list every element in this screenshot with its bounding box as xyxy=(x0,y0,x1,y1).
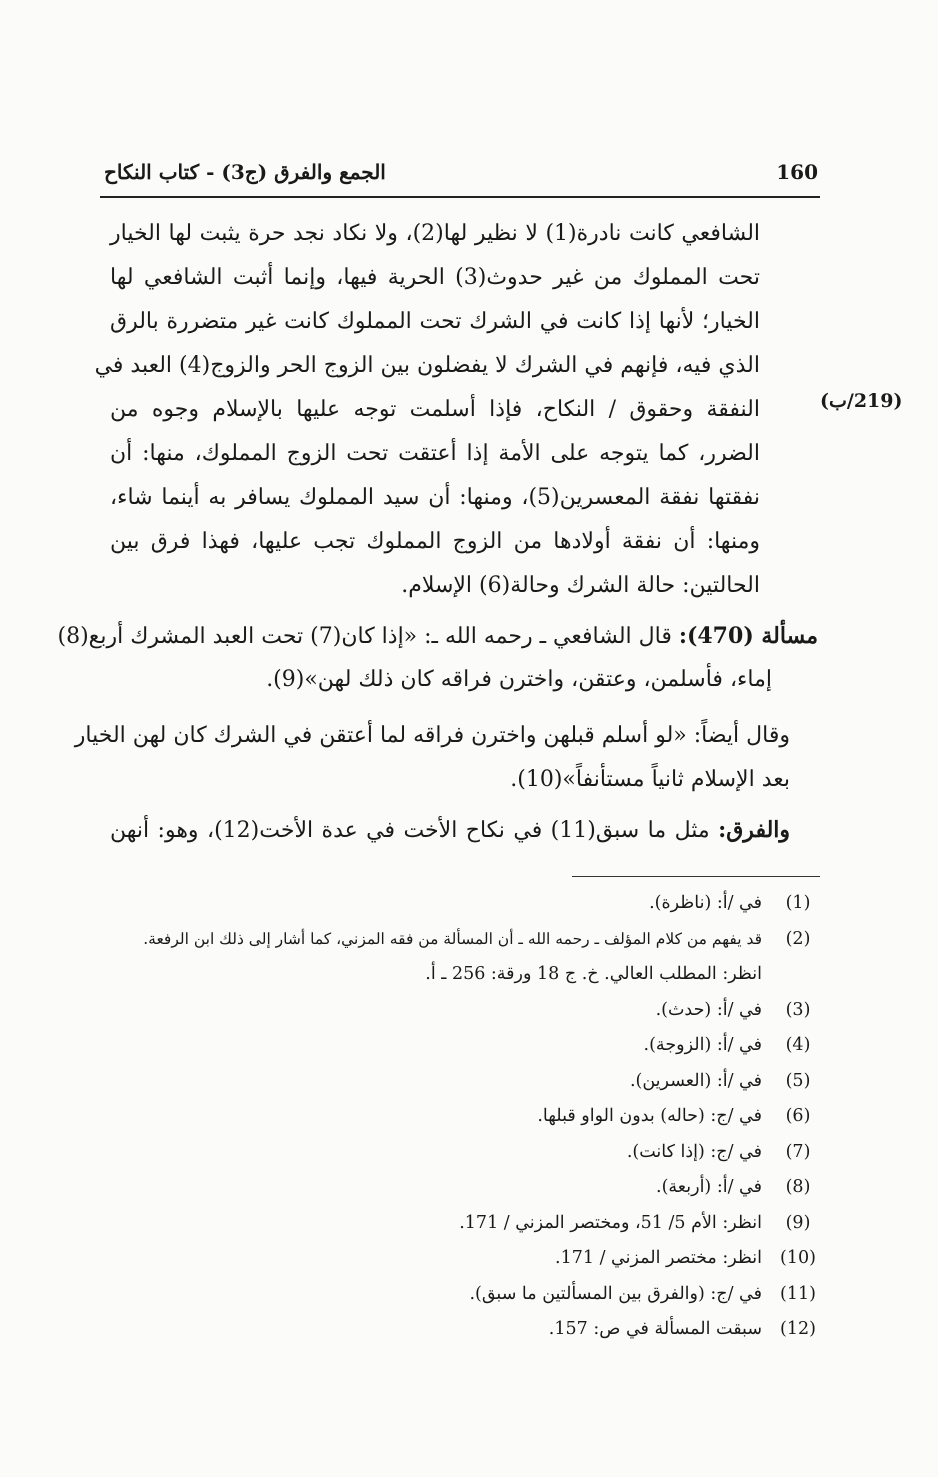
page-header xyxy=(100,160,820,192)
footnote-number: (3) xyxy=(785,999,811,1020)
quote-text: قال الشافعي ـ رحمه الله ـ: «إذا كان(7) تحت العبد المشرك أربع(8) xyxy=(57,624,679,649)
footnote xyxy=(100,1135,818,1171)
text-line: الحالتين: حالة الشرك وحالة(6) الإسلام. xyxy=(401,573,760,598)
text-line: ومنها: أن نفقة أولادها من الزوج المملوك تجب عليها، فهذا فرق بين xyxy=(110,529,760,554)
footnote xyxy=(100,993,818,1029)
footnote-text: في /أ: (العسرين). xyxy=(629,1070,762,1091)
footnote xyxy=(100,1206,818,1242)
footnote-text: في /ج: (والفرق بين المسألتين ما سبق). xyxy=(469,1283,762,1304)
footnote-number: (6) xyxy=(785,1106,811,1126)
header-rule xyxy=(100,196,820,198)
footnote-number: (7) xyxy=(785,1141,811,1162)
paragraph-3 xyxy=(74,714,790,802)
footnote xyxy=(100,1277,818,1313)
text-line xyxy=(110,808,790,852)
text-line: وقال أيضاً: «لو أسلم قبلهن واخترن فراقه لما أعتقن في الشرك كان لهن الخيار xyxy=(74,723,790,748)
text-line: النفقة وحقوق / النكاح، فإذا أسلمت توجه عليها بالإسلام وجوه من xyxy=(110,397,760,422)
farq-text: مثل ما سبق(11) في نكاح الأخت في عدة الأخت(12)، وهو: أنهن xyxy=(110,818,719,843)
text-line: نفقتها نفقة المعسرين(5)، ومنها: أن سيد المملوك يسافر به أينما شاء، xyxy=(110,485,761,510)
text-line: الذي فيه، فإنهم في الشرك لا يفضلون بين الزوج الحر والزوج(4) العبد في xyxy=(94,353,760,378)
footnote-text: قد يفهم من كلام المؤلف ـ رحمه الله ـ أن المسألة من فقه المزني، كما أشار إلى ذلك ابن الرفعة. xyxy=(143,929,762,948)
footnote xyxy=(100,1312,818,1348)
text-line: الخيار؛ لأنها إذا كانت في الشرك تحت المملوك كانت غير متضررة بالرق xyxy=(110,309,760,334)
footnote-text: انظر: المطلب العالي. خ. ج 18 ورقة: 256 ـ أ. xyxy=(425,964,762,984)
footnote xyxy=(100,1241,818,1277)
text-line: الضرر، كما يتوجه على الأمة إذا أعتقت تحت الزوج المملوك، منها: أن xyxy=(110,441,760,466)
footnote-number: (1) xyxy=(785,893,811,913)
running-title: الجمع والفرق (ج3) - كتاب النكاح xyxy=(104,160,386,184)
footnotes xyxy=(100,886,818,1348)
footnote-text: في /ج: (حاله) بدون الواو قبلها. xyxy=(537,1106,762,1126)
footnote-text: سبقت المسألة في ص: 157. xyxy=(548,1319,762,1339)
footnote-separator xyxy=(572,876,820,877)
paragraph-4 xyxy=(110,808,790,852)
text-line: تحت المملوك من غير حدوث(3) الحرية فيها، وإنما أثبت الشافعي لها xyxy=(110,265,760,290)
footnote xyxy=(100,1170,818,1206)
footnote xyxy=(100,1099,818,1135)
footnote-text: في /أ: (الزوجة). xyxy=(643,1035,762,1055)
text-line xyxy=(57,614,818,658)
footnote-continuation xyxy=(100,957,818,993)
footnote-text: في /أ: (أربعة). xyxy=(656,1177,762,1197)
footnote-number: (4) xyxy=(785,1035,811,1055)
footnote-text: في /أ: (ناظرة). xyxy=(649,893,762,913)
footnote-text: انظر: مختصر المزني / 171. xyxy=(555,1248,762,1268)
footnote-number: (5) xyxy=(785,1070,811,1091)
page-number: 160 xyxy=(776,160,818,184)
footnote-text: في /أ: (حدث). xyxy=(655,999,762,1020)
footnote xyxy=(100,1028,818,1064)
masala-label: مسألة (470): xyxy=(678,623,818,649)
footnote-number: (2) xyxy=(785,928,811,949)
footnote xyxy=(100,1064,818,1100)
manuscript-folio-marker: (219/ب) xyxy=(820,390,903,412)
footnote-text: في /ج: (إذا كانت). xyxy=(626,1141,762,1162)
footnote-text: انظر: الأم 5/ 51، ومختصر المزني / 171. xyxy=(459,1212,762,1233)
footnote-number: (12) xyxy=(780,1319,816,1339)
footnote xyxy=(100,922,818,958)
text-line: إماء، فأسلمن، وعتقن، واخترن فراقه كان ذلك لهن»(9). xyxy=(266,667,772,692)
footnote-number: (11) xyxy=(780,1283,816,1304)
paragraph-masala-470 xyxy=(57,614,818,702)
footnote-number: (8) xyxy=(785,1177,811,1197)
footnote xyxy=(100,886,818,922)
footnote-number: (10) xyxy=(780,1248,816,1268)
paragraph-1 xyxy=(94,212,761,608)
farq-label: والفرق: xyxy=(718,817,791,843)
footnote-number: (9) xyxy=(785,1212,811,1233)
text-line: الشافعي كانت نادرة(1) لا نظير لها(2)، ولا نكاد نجد حرة يثبت لها الخيار xyxy=(110,221,761,246)
text-line: بعد الإسلام ثانياً مستأنفاً»(10). xyxy=(510,767,790,792)
